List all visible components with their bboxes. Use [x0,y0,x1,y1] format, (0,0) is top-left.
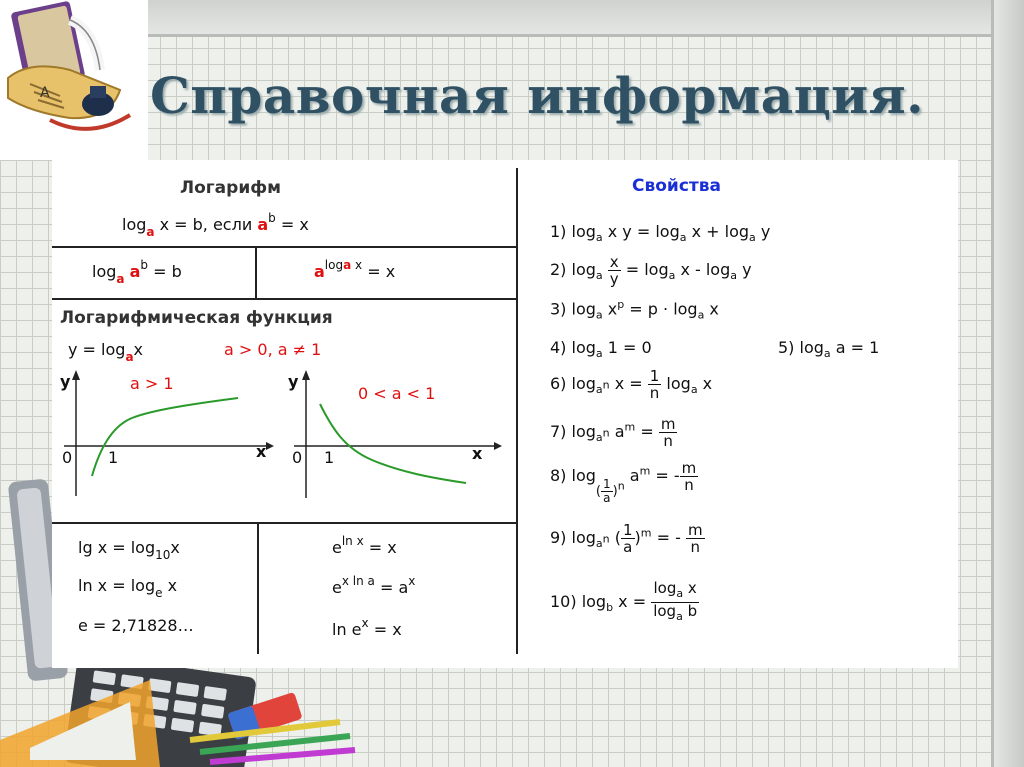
identity1-log: log [92,262,117,281]
identity1-base: a [116,272,125,286]
ln-x: x [162,576,178,595]
property-9-inner-fraction [621,522,635,555]
graph2-zero: 0 [292,448,303,467]
definition-log: log [122,215,147,234]
property-6 [550,368,712,401]
exp-xlna-power: x [408,574,416,588]
identity2-a: a [314,262,325,281]
property-6-base [595,378,610,397]
lg-base: 10 [155,548,171,562]
property-10-base: b [606,601,614,615]
property-9-denominator: n [690,538,700,556]
property-10-fraction [651,580,699,625]
property-8-n: n [617,479,625,493]
property-8-denominator: n [684,476,694,494]
function-condition: a > 0, a ≠ 1 [224,340,322,359]
identity1-tail: = b [148,262,182,281]
property-9: 9) $\log_{a^n}$ ( $\frac{1}{a}$ )$^m$ = - $\frac{m}{n}$ [550,521,703,556]
graph1-zero: 0 [62,448,73,467]
reference-table [52,160,958,668]
exp-ln-tail: = x [363,538,397,557]
exp-ln-identity [332,534,397,557]
property-8-base-denominator: a [603,491,611,505]
property-6-mid: x = [609,374,648,393]
property-8-numerator: m [681,459,697,477]
graph1-y-label: y [60,372,71,391]
property-2-rest: = $\log_a x - \log_a y$ [620,260,752,283]
graph2-one: 1 [324,448,335,467]
ln-exp-tail: = x [368,620,402,639]
property-7 [550,416,677,449]
property-7-numerator: m [660,415,676,433]
property-6-n: n [602,378,610,392]
definition-exponent: b [268,211,276,225]
table-divider [257,522,259,654]
graph2-y-label: y [288,372,299,391]
exp-xlna-identity [332,574,416,597]
property-7-base [595,426,610,445]
logarithm-definition [122,211,309,239]
property-9-n: n [602,532,610,546]
identity-a-power-log [314,258,396,281]
graph2-x-label: x [472,444,483,463]
property-2-numerator: x [609,253,619,271]
property-6-rest: $\log_a x$ [661,374,713,397]
definition-a: a [257,215,269,234]
definition-tail: = x [275,215,309,234]
property-9-numerator: m [687,521,703,539]
property-5: 5) $\log_a a = 1$ [778,338,880,361]
property-7-a: a [595,431,603,445]
identity2-base: a [343,258,352,272]
exp-xlna-exponent: x ln a [341,574,375,588]
property-10-mid: x = [613,592,652,611]
graph1-condition: a > 1 [130,374,174,393]
property-2 [550,254,752,287]
property-10 [550,580,699,625]
definition-base: a [146,225,155,239]
property-8-prefix: 8) log [550,466,596,485]
property-4: 4) $\log_a 1 = 0$ [550,338,652,361]
property-8 [550,459,698,505]
property-7-mid: $a^m$ = [609,420,659,441]
property-7-fraction [659,416,678,449]
function-base: a [125,350,134,364]
slide-frame-right [991,0,1024,767]
table-divider [52,246,516,248]
property-6-prefix: 6) log [550,374,596,393]
lg-formula: lg x = log [78,538,156,557]
property-8-mid: $a^m$ = - [624,464,680,485]
property-9-fraction [686,522,705,555]
property-2-prefix: 2) log [550,260,596,279]
exp-ln-base: e [332,538,342,557]
logarithm-header: Логарифм [180,178,281,198]
property-9-inner-numerator: 1 [622,521,633,539]
identity1-a: a [129,262,141,281]
identity2-x: x [351,258,363,272]
identity-log-a-power [92,258,182,286]
e-value: e = 2,71828… [78,616,194,635]
property-6-fraction [648,368,662,401]
scroll-book-logo-icon [0,0,148,160]
property-9-mid: = - [651,528,681,547]
property-7-n: n [602,426,610,440]
function-formula: y = log [68,340,126,359]
function-header: Логарифмическая функция [60,308,333,328]
exp-xlna-base: e [332,578,342,597]
property-10-prefix: 10) log [550,592,607,611]
exp-xlna-tail: = a [374,578,409,597]
ln-exp-identity [332,616,402,639]
property-2-fraction [608,254,621,287]
table-divider [52,522,516,524]
property-2-denominator: y [609,270,619,288]
ln-definition [78,576,178,600]
identity2-tail: = x [362,262,396,281]
identity1-exponent: b [140,258,149,272]
property-8-base: ( 1 a )n [595,477,625,505]
property-1: 1) $\log_a x$ $y = \log_a x + \log_a y$ [550,222,771,245]
function-definition [68,340,144,364]
lg-definition [78,538,180,562]
function-x: x [133,340,144,359]
graph2-condition: 0 < a < 1 [358,384,436,403]
lg-x: x [170,538,180,557]
property-10-numerator: $\log_a x$ [651,580,699,603]
property-8-fraction [680,460,699,493]
ln-formula: ln x = log [78,576,156,595]
page-title: Справочная информация. [150,66,925,125]
svg-text:A: A [40,85,50,101]
property-2-base: a [595,269,603,283]
property-8-base-fraction [601,478,613,505]
property-9-base [595,532,610,551]
slide-frame-top [0,0,1024,37]
definition-middle: x = b, если [154,215,258,234]
property-9-inner-denominator: a [623,538,633,556]
identity2-exponent [325,258,362,272]
table-divider-main [516,168,518,654]
exp-ln-exponent: ln x [341,534,364,548]
table-divider [255,246,257,298]
property-10-denominator: $\log_a b$ [653,602,698,623]
ln-exp-base: ln e [332,620,362,639]
property-9-a: a [595,537,603,551]
property-6-denominator: n [649,384,660,402]
property-3: 3) $\log_a x^p = p \cdot \log_a x$ [550,298,719,322]
ln-exp-exponent: x [361,616,369,630]
graph1-x-label: x [256,442,267,461]
property-6-a: a [595,383,603,397]
properties-header: Свойства [632,176,721,196]
property-6-numerator: 1 [649,367,660,385]
property-8-base-numerator: 1 [602,477,611,491]
property-9-prefix: 9) log [550,528,596,547]
property-7-prefix: 7) log [550,422,596,441]
graph1-one: 1 [108,448,119,467]
property-7-denominator: n [663,432,673,450]
table-divider [52,298,516,300]
property-9-m: m [640,526,652,540]
ln-base: e [155,586,163,600]
identity2-log: log [324,258,344,272]
